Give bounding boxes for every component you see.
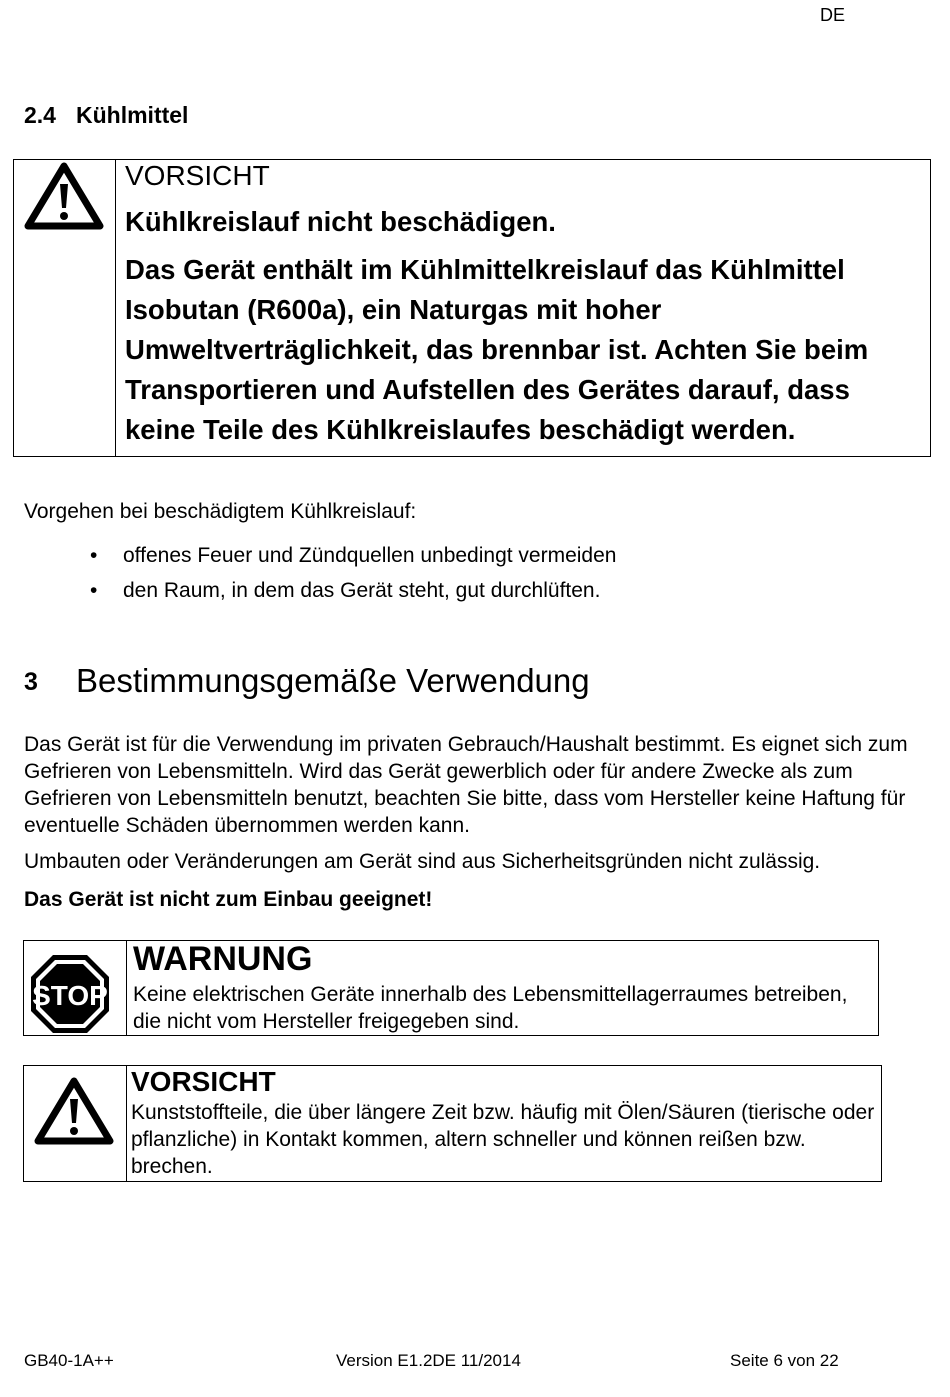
warning-text: Keine elektrischen Geräte innerhalb des Lebensmittellagerraumes betreiben, die nicht vom Hersteller freigegeben sind. <box>133 983 848 1033</box>
caution-text <box>125 202 925 450</box>
list-item: • offenes Feuer und Zündquellen unbedingt vermeiden <box>90 538 616 573</box>
box-divider <box>126 1066 127 1181</box>
footer-model: GB40-1A++ <box>24 1351 114 1370</box>
caution-line-2: Das Gerät enthält im Kühlmittelkreislauf das Kühlmittel Isobutan (R600a), ein Naturgas mit hoher Umweltverträglichkeit, das brennbar ist. Achten Sie beim Transportieren und Aufstellen des Gerätes darauf, dass keine Teile des Kühlkreislaufes beschädigt werden. <box>125 254 869 445</box>
stop-sign-icon <box>29 953 111 1035</box>
box-divider <box>126 941 127 1035</box>
list-item: • den Raum, in dem das Gerät steht, gut durchlüften. <box>90 573 616 608</box>
warning-heading: WARNUNG <box>133 940 313 978</box>
procedure-list <box>90 538 616 608</box>
stop-sign-text: STOP <box>32 980 108 1011</box>
section-number: 2.4 <box>24 102 56 128</box>
paragraph-modifications: Umbauten oder Veränderungen am Gerät sind aus Sicherheitsgründen nicht zulässig. <box>24 850 821 873</box>
caution-heading: VORSICHT <box>131 1066 276 1097</box>
paragraph-not-built-in: Das Gerät ist nicht zum Einbau geeignet! <box>24 888 433 911</box>
language-code: DE <box>820 5 846 25</box>
warning-triangle-icon <box>24 162 104 230</box>
warning-triangle-icon <box>34 1077 114 1145</box>
section-title: Kühlmittel <box>76 102 189 128</box>
footer-page-number: Seite 6 von 22 <box>730 1351 839 1370</box>
caution-line-1: Kühlkreislauf nicht beschädigen. <box>125 206 556 237</box>
section-number: 3 <box>24 668 38 696</box>
caution-text: Kunststoffteile, die über längere Zeit bzw. häufig mit Ölen/Säuren (tierische oder pflanzliche) in Kontakt kommen, altern schneller und können reißen bzw. brechen. <box>131 1101 875 1178</box>
procedure-intro: Vorgehen bei beschädigtem Kühlkreislauf: <box>24 500 417 523</box>
caution-heading: VORSICHT <box>125 160 270 191</box>
paragraph-intended-use: Das Gerät ist für die Verwendung im privaten Gebrauch/Haushalt bestimmt. Es eignet sich zum Gefrieren von Lebensmitteln. Wird das Gerät gewerblich oder für andere Zwecke als zum Gefrieren von Lebensmitteln benutzt, beachten Sie bitte, dass vom Hersteller keine Haftung für eventuelle Schäden übernommen werden kann. <box>24 733 908 837</box>
footer-version: Version E1.2DE 11/2014 <box>336 1351 521 1370</box>
box-divider <box>115 160 116 456</box>
section-title: Bestimmungsgemäße Verwendung <box>76 662 590 699</box>
